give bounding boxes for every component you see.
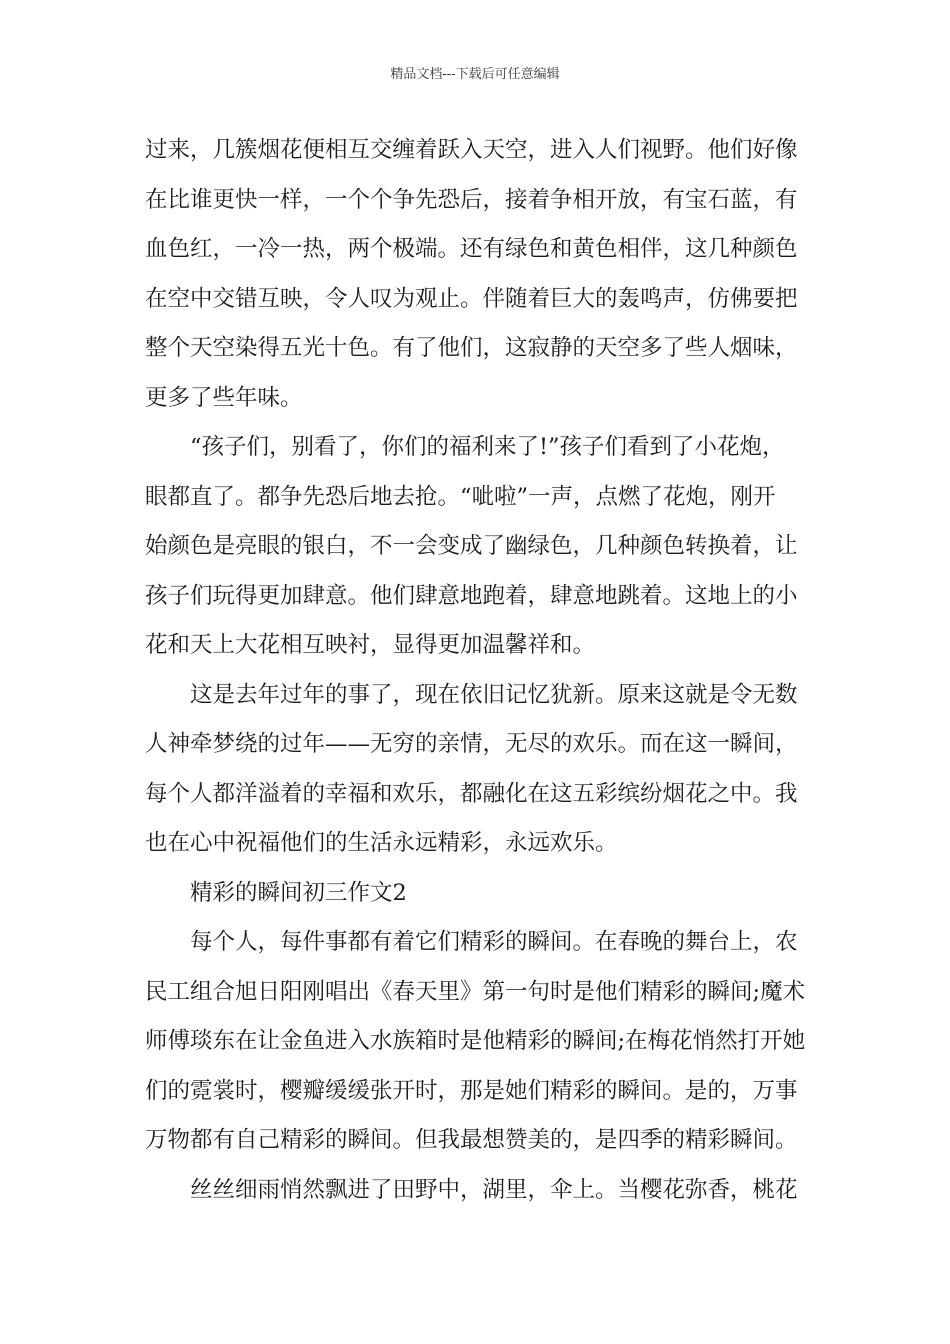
text-line: 始颜色是亮眼的银白，不一会变成了幽绿色，几种颜色转换着，让: [145, 533, 798, 559]
text-line: 人神牵梦绕的过年——无穷的亲情，无尽的欢乐。而在这一瞬间，: [145, 731, 798, 757]
page-header: 精品文档---下载后可任意编辑: [390, 67, 560, 82]
text-line: 们的霓裳时，樱瓣缓缓张开时，那是她们精彩的瞬间。是的，万事: [145, 1077, 798, 1104]
text-line: 民工组合旭日阳刚唱出《春天里》第一句时是他们精彩的瞬间;魔术: [145, 978, 806, 1005]
text-line: 整个天空染得五光十色。有了他们，这寂静的天空多了些人烟味，: [145, 335, 798, 361]
text-line: 万物都有自己精彩的瞬间。但我最想赞美的，是四季的精彩瞬间。: [145, 1127, 798, 1153]
text-line: 精彩的瞬间初三作文2: [190, 879, 407, 906]
text-line: 在比谁更快一样，一个个争先恐后，接着争相开放，有宝石蓝，有: [145, 186, 798, 213]
text-line: “孩子们，别看了，你们的福利来了!”孩子们看到了小花炮，: [190, 434, 785, 460]
text-line: 丝丝细雨悄然飘进了田野中，湖里，伞上。当樱花弥香，桃花: [190, 1176, 798, 1203]
text-line: 眼都直了。都争先恐后地去抢。“呲啦”一声，点燃了花炮，刚开: [145, 483, 776, 510]
text-line: 也在心中祝福他们的生活永远精彩，永远欢乐。: [145, 830, 618, 856]
text-line: 每个人都洋溢着的幸福和欢乐，都融化在这五彩缤纷烟花之中。我: [145, 780, 798, 807]
text-line: 更多了些年味。: [145, 384, 303, 411]
text-line: 师傅琰东在让金鱼进入水族箱时是他精彩的瞬间;在梅花悄然打开她: [145, 1028, 806, 1054]
text-line: 花和天上大花相互映衬，显得更加温馨祥和。: [145, 632, 596, 658]
text-line: 这是去年过年的事了，现在依旧记忆犹新。原来这就是令无数: [190, 681, 798, 708]
text-line: 孩子们玩得更加肆意。他们肆意地跑着，肆意地跳着。这地上的小: [145, 582, 798, 609]
text-line: 在空中交错互映，令人叹为观止。伴随着巨大的轰鸣声，仿佛要把: [145, 285, 798, 312]
text-line: 过来，几簇烟花便相互交缠着跃入天空，进入人们视野。他们好像: [145, 137, 798, 163]
document-body: [145, 126, 807, 1215]
text-line: 血色红，一冷一热，两个极端。还有绿色和黄色相伴，这几种颜色: [145, 236, 798, 262]
text-line: 每个人，每件事都有着它们精彩的瞬间。在春晚的舞台上，农: [190, 929, 798, 955]
